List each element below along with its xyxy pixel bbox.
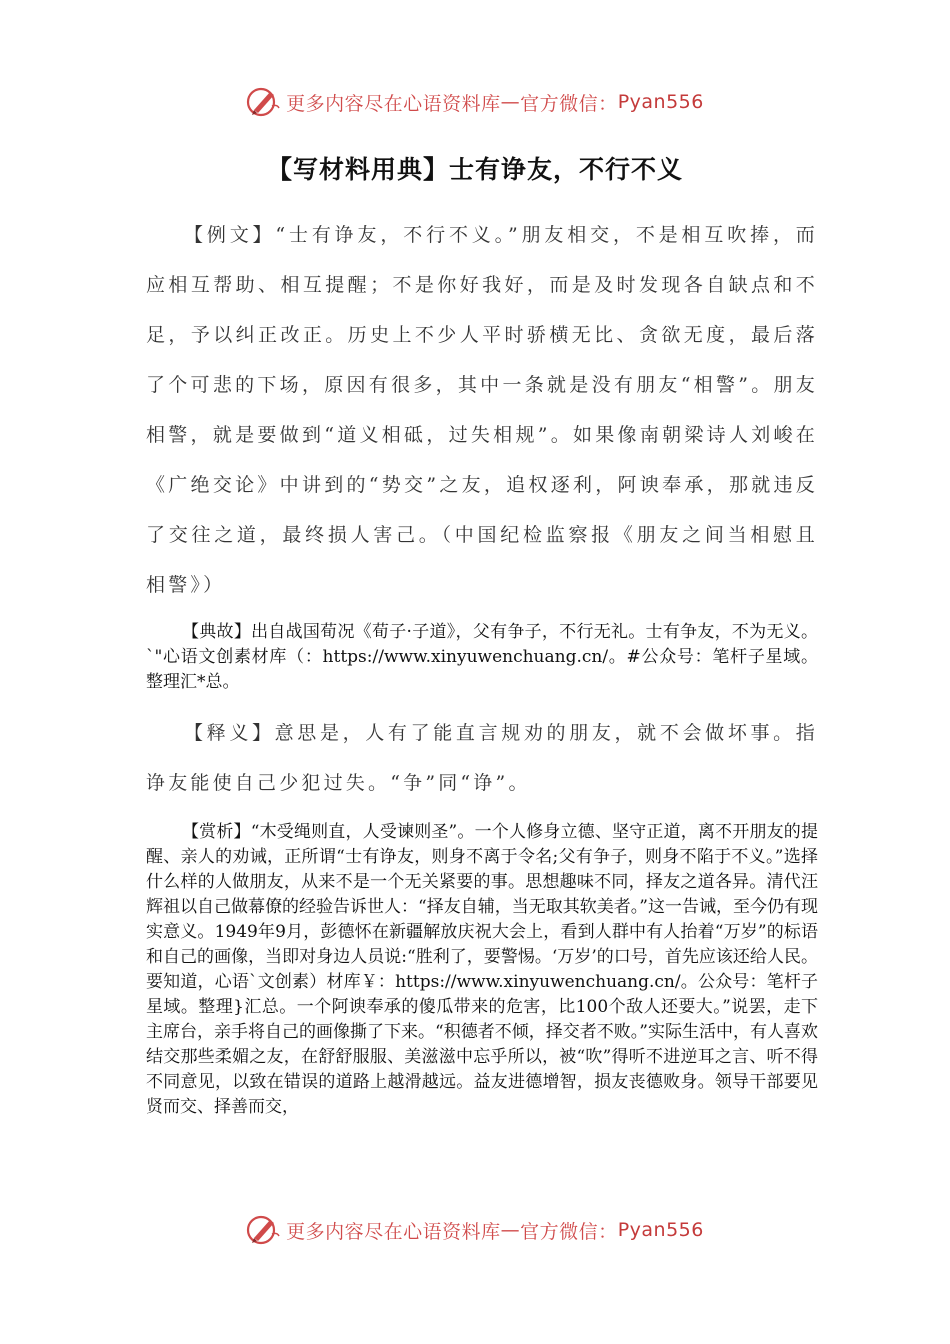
header-wechat-id: Pyan556 [617,91,704,113]
meaning-paragraph: 【释义】意思是，人有了能直言规劝的朋友，就不会做坏事。指诤友能使自己少犯过失。“争”同“诤”。 [146,722,818,794]
footer-banner-text: 更多内容尽在心语资料库 [286,1220,501,1243]
allusion-section [146,620,818,695]
allusion-paragraph: 【典故】出自战国荀况《荀子·子道》，父有争子，不行无礼。士有争友，不为无义。`"心语文创素材库（：https://www.xinyuwenchuang.cn/。#公众号：笔杆子星域。整理汇*总。 [146,622,818,692]
header-banner-text: 更多内容尽在心语资料库 [286,92,501,115]
pen-logo-icon [246,1212,282,1248]
appreciation-paragraph: 【赏析】“木受绳则直，人受谏则圣”。一个人修身立德、坚守正道，离不开朋友的提醒、亲人的劝诫，正所谓“士有诤友，则身不离于令名;父有争子，则身不陷于不义。”选择什么样的人做朋友，从来不是一个无关紧要的事。思想趣味不同，择友之道各异。清代汪辉祖以自己做幕僚的经验告诉世人：“择友自辅，当无取其软美者。”这一告诫，至今仍有现实意义。1949年9月，彭德怀在新疆解放庆祝大会上，看到人群中有人抬着“万岁”的标语和自己的画像，当即对身边人员说:“胜利了，要警惕。‘万岁’的口号，首先应该还给人民。要知道，心语`文创素）材库￥：https://www.xinyuwenchuang.cn/。公众号：笔杆子星域。整理}汇总。一个阿谀奉承的傻瓜带来的危害，比100个敌人还要大。”说罢，走下主席台，亲手将自己的画像撕了下来。“积德者不倾，择交者不败。”实际生活中，有人喜欢结交那些柔媚之友，在舒舒服服、美滋滋中忘乎所以，被“吹”得听不进逆耳之言、听不得不同意见，以致在错误的道路上越滑越远。益友进德增智，损友丧德败身。领导干部要见贤而交、择善而交， [146,822,818,1117]
example-paragraph: 【例文】“士有诤友，不行不义。”朋友相交，不是相互吹捧，而应相互帮助、相互提醒；不是你好我好，而是及时发现各自缺点和不足，予以纠正改正。历史上不少人平时骄横无比、贪欲无度，最后落了个可悲的下场，原因有很多，其中一条就是没有朋友“相警”。朋友相警，就是要做到“道义相砥，过失相规”。如果像南朝梁诗人刘峻在《广绝交论》中讲到的“势交”之友，追权逐利，阿谀奉承，那就违反了交往之道，最终损人害己。（中国纪检监察报《朋友之间当相慰且相警》） [146,224,818,596]
footer-wechat-label: 官方微信： [520,1220,618,1243]
header-wechat-label: 官方微信： [520,92,618,115]
footer-banner-dash: — [500,1219,521,1241]
footer-banner [0,1210,950,1250]
header-banner-dash: — [500,91,521,113]
document-title: 【写材料用典】士有诤友，不行不义 [266,155,683,184]
header-banner [0,82,950,122]
pen-logo-icon [246,84,282,120]
example-section [146,210,818,610]
meaning-section [146,708,818,808]
appreciation-section [146,820,818,1120]
footer-wechat-id: Pyan556 [617,1219,704,1241]
